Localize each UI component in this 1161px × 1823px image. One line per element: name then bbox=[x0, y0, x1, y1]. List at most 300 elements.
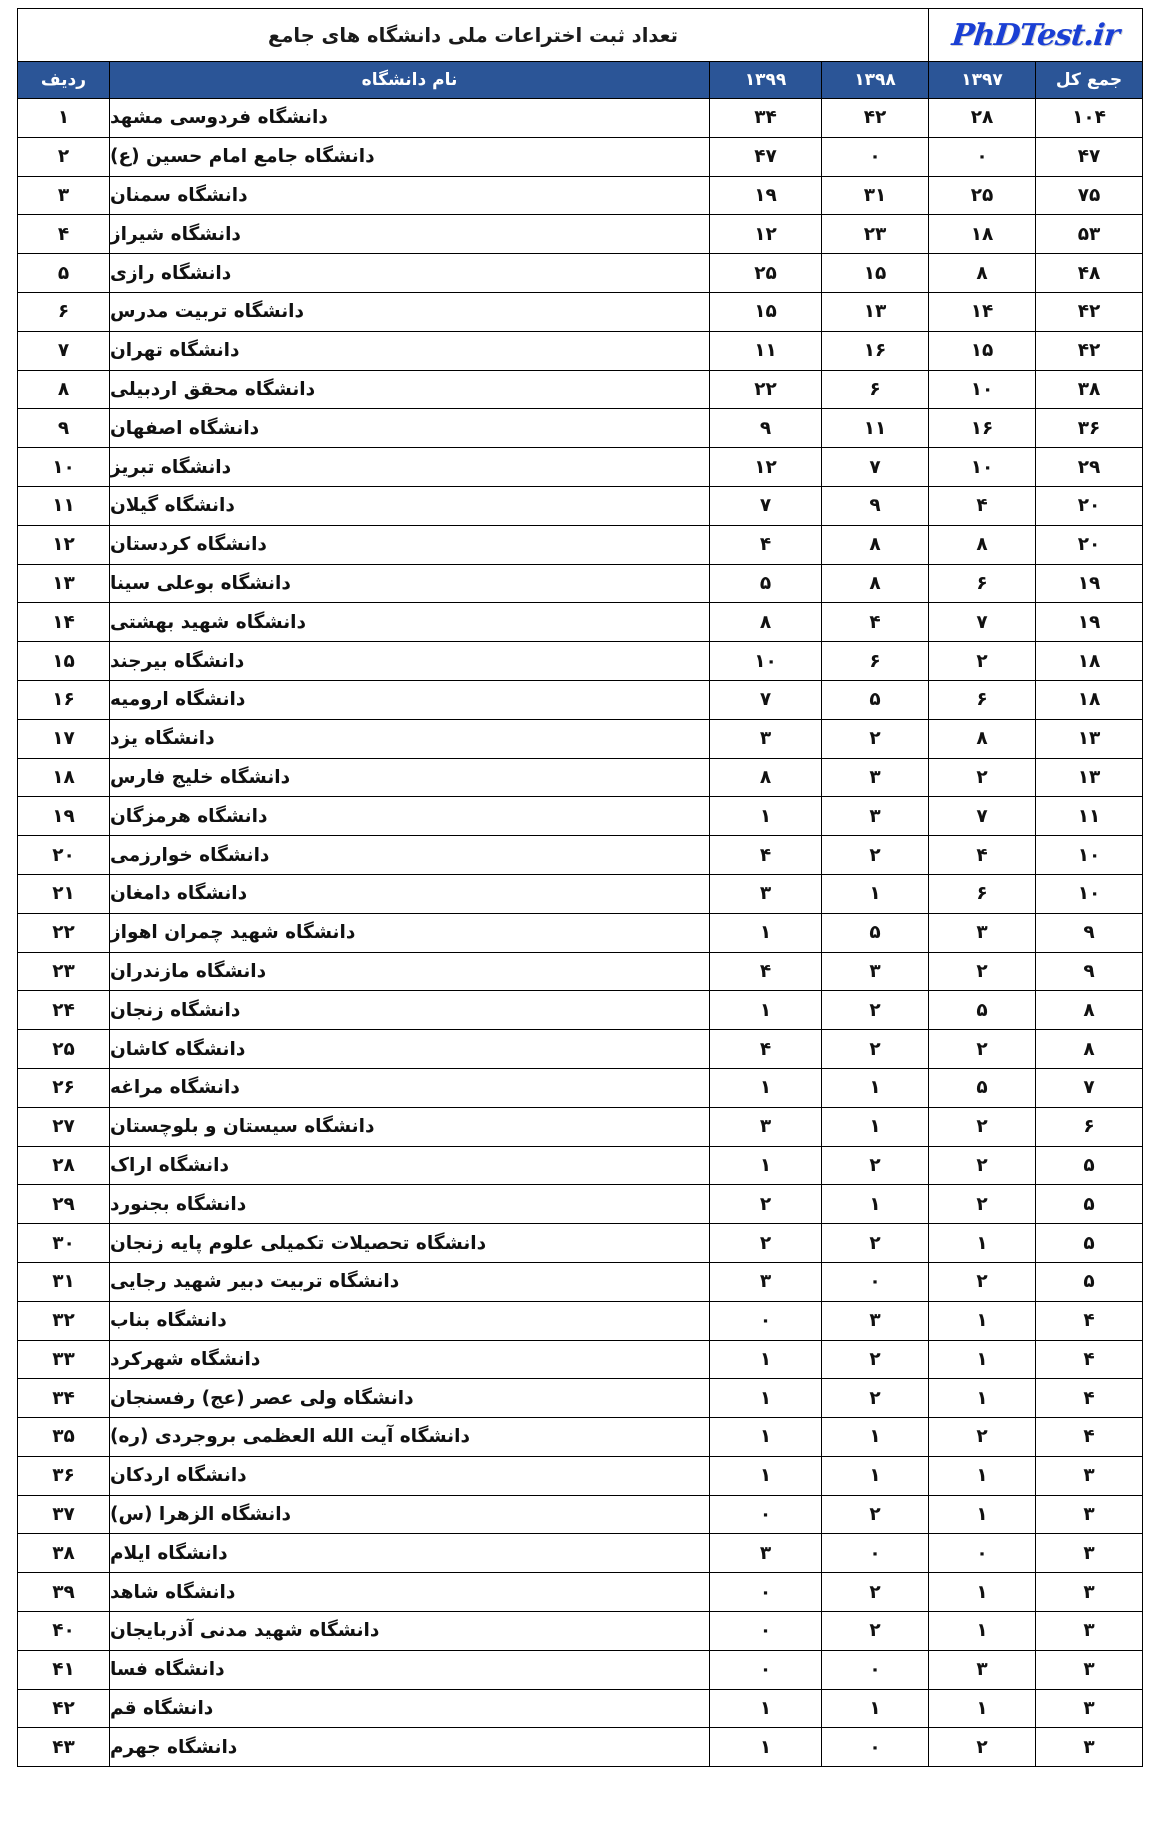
cell-university-name: دانشگاه سمنان bbox=[110, 176, 710, 215]
table-row bbox=[17, 991, 1142, 1030]
table-row bbox=[17, 758, 1142, 797]
cell-1399: ۳ bbox=[710, 1262, 822, 1301]
cell-1397: ۱ bbox=[929, 1495, 1036, 1534]
cell-1399: ۲۵ bbox=[710, 254, 822, 293]
cell-1397: ۴ bbox=[929, 836, 1036, 875]
cell-total: ۲۰ bbox=[1036, 486, 1143, 525]
cell-row-number: ۴ bbox=[17, 215, 109, 254]
cell-university-name: دانشگاه تحصیلات تکمیلی علوم پایه زنجان bbox=[110, 1224, 710, 1263]
table-row bbox=[17, 952, 1142, 991]
cell-row-number: ۲۳ bbox=[17, 952, 109, 991]
table-row bbox=[17, 1340, 1142, 1379]
table-row bbox=[17, 292, 1142, 331]
table-row bbox=[17, 370, 1142, 409]
cell-university-name: دانشگاه قم bbox=[110, 1689, 710, 1728]
cell-total: ۲۰ bbox=[1036, 525, 1143, 564]
cell-1398: ۰ bbox=[822, 137, 929, 176]
cell-1399: ۱ bbox=[710, 1456, 822, 1495]
cell-1397: ۲ bbox=[929, 1418, 1036, 1457]
cell-1398: ۰ bbox=[822, 1262, 929, 1301]
cell-row-number: ۱۱ bbox=[17, 486, 109, 525]
cell-university-name: دانشگاه تربیت مدرس bbox=[110, 292, 710, 331]
cell-1399: ۲ bbox=[710, 1185, 822, 1224]
cell-university-name: دانشگاه شیراز bbox=[110, 215, 710, 254]
cell-row-number: ۳۶ bbox=[17, 1456, 109, 1495]
table-head bbox=[17, 9, 1142, 99]
cell-university-name: دانشگاه گیلان bbox=[110, 486, 710, 525]
cell-total: ۳ bbox=[1036, 1495, 1143, 1534]
cell-1398: ۵ bbox=[822, 680, 929, 719]
cell-1398: ۰ bbox=[822, 1650, 929, 1689]
cell-1397: ۲ bbox=[929, 1030, 1036, 1069]
cell-row-number: ۸ bbox=[17, 370, 109, 409]
cell-1398: ۳ bbox=[822, 797, 929, 836]
cell-row-number: ۲ bbox=[17, 137, 109, 176]
table-row bbox=[17, 913, 1142, 952]
cell-row-number: ۳۱ bbox=[17, 1262, 109, 1301]
table-row bbox=[17, 1030, 1142, 1069]
table-row bbox=[17, 99, 1142, 138]
cell-total: ۴ bbox=[1036, 1340, 1143, 1379]
cell-university-name: دانشگاه شهید چمران اهواز bbox=[110, 913, 710, 952]
cell-1397: ۸ bbox=[929, 525, 1036, 564]
cell-total: ۵ bbox=[1036, 1146, 1143, 1185]
cell-total: ۷۵ bbox=[1036, 176, 1143, 215]
cell-row-number: ۳۸ bbox=[17, 1534, 109, 1573]
cell-university-name: دانشگاه تبریز bbox=[110, 448, 710, 487]
table-row bbox=[17, 137, 1142, 176]
cell-1398: ۲ bbox=[822, 1495, 929, 1534]
cell-total: ۱۸ bbox=[1036, 642, 1143, 681]
cell-1398: ۲ bbox=[822, 836, 929, 875]
cell-1398: ۱ bbox=[822, 1418, 929, 1457]
cell-1398: ۲ bbox=[822, 1224, 929, 1263]
cell-row-number: ۲۱ bbox=[17, 874, 109, 913]
cell-1399: ۱ bbox=[710, 1728, 822, 1767]
cell-row-number: ۳ bbox=[17, 176, 109, 215]
cell-1399: ۰ bbox=[710, 1495, 822, 1534]
cell-total: ۷ bbox=[1036, 1068, 1143, 1107]
cell-total: ۴۷ bbox=[1036, 137, 1143, 176]
cell-total: ۳ bbox=[1036, 1728, 1143, 1767]
cell-university-name: دانشگاه فردوسی مشهد bbox=[110, 99, 710, 138]
cell-1397: ۶ bbox=[929, 874, 1036, 913]
table-row bbox=[17, 1728, 1142, 1767]
cell-1398: ۸ bbox=[822, 564, 929, 603]
cell-1397: ۴ bbox=[929, 486, 1036, 525]
title-row bbox=[17, 9, 1142, 62]
cell-1397: ۲ bbox=[929, 1185, 1036, 1224]
cell-university-name: دانشگاه اراک bbox=[110, 1146, 710, 1185]
cell-1399: ۳ bbox=[710, 874, 822, 913]
cell-1399: ۱ bbox=[710, 1340, 822, 1379]
cell-1399: ۱۰ bbox=[710, 642, 822, 681]
cell-total: ۵ bbox=[1036, 1262, 1143, 1301]
brand-logo-cell[interactable] bbox=[929, 9, 1143, 62]
table-row bbox=[17, 1262, 1142, 1301]
cell-row-number: ۱۰ bbox=[17, 448, 109, 487]
cell-1399: ۱ bbox=[710, 1146, 822, 1185]
cell-total: ۳ bbox=[1036, 1689, 1143, 1728]
cell-1397: ۱۰ bbox=[929, 370, 1036, 409]
cell-1397: ۱ bbox=[929, 1224, 1036, 1263]
table-row bbox=[17, 1224, 1142, 1263]
column-header-total[interactable]: جمع کل bbox=[1036, 62, 1143, 99]
table-row bbox=[17, 680, 1142, 719]
cell-1397: ۱۸ bbox=[929, 215, 1036, 254]
cell-university-name: دانشگاه جهرم bbox=[110, 1728, 710, 1767]
cell-1399: ۱ bbox=[710, 991, 822, 1030]
cell-1397: ۱ bbox=[929, 1379, 1036, 1418]
cell-1399: ۱ bbox=[710, 1379, 822, 1418]
cell-1397: ۲ bbox=[929, 758, 1036, 797]
cell-university-name: دانشگاه مازندران bbox=[110, 952, 710, 991]
table-body bbox=[17, 99, 1142, 1767]
cell-row-number: ۳۴ bbox=[17, 1379, 109, 1418]
table-row bbox=[17, 1689, 1142, 1728]
cell-row-number: ۷ bbox=[17, 331, 109, 370]
cell-1397: ۱ bbox=[929, 1301, 1036, 1340]
cell-1397: ۱ bbox=[929, 1689, 1036, 1728]
cell-total: ۴۸ bbox=[1036, 254, 1143, 293]
cell-total: ۴۲ bbox=[1036, 331, 1143, 370]
cell-university-name: دانشگاه ولی عصر (عج) رفسنجان bbox=[110, 1379, 710, 1418]
cell-1399: ۴۷ bbox=[710, 137, 822, 176]
cell-row-number: ۲۸ bbox=[17, 1146, 109, 1185]
cell-1397: ۶ bbox=[929, 680, 1036, 719]
cell-total: ۱۳ bbox=[1036, 758, 1143, 797]
cell-total: ۳ bbox=[1036, 1534, 1143, 1573]
cell-1398: ۷ bbox=[822, 448, 929, 487]
cell-university-name: دانشگاه بوعلی سینا bbox=[110, 564, 710, 603]
cell-1397: ۸ bbox=[929, 254, 1036, 293]
cell-1397: ۰ bbox=[929, 137, 1036, 176]
cell-university-name: دانشگاه فسا bbox=[110, 1650, 710, 1689]
cell-1399: ۳ bbox=[710, 1107, 822, 1146]
cell-total: ۶ bbox=[1036, 1107, 1143, 1146]
phdtest-logo[interactable]: PhDTest.ir bbox=[950, 17, 1121, 53]
table-row bbox=[17, 1107, 1142, 1146]
cell-row-number: ۲۴ bbox=[17, 991, 109, 1030]
cell-row-number: ۶ bbox=[17, 292, 109, 331]
cell-1397: ۱۰ bbox=[929, 448, 1036, 487]
cell-1398: ۴ bbox=[822, 603, 929, 642]
cell-total: ۹ bbox=[1036, 913, 1143, 952]
cell-1399: ۷ bbox=[710, 680, 822, 719]
cell-1398: ۰ bbox=[822, 1534, 929, 1573]
table-row bbox=[17, 1418, 1142, 1457]
column-header-1397[interactable]: ۱۳۹۷ bbox=[929, 62, 1036, 99]
cell-1397: ۲ bbox=[929, 1262, 1036, 1301]
cell-1399: ۴ bbox=[710, 1030, 822, 1069]
cell-row-number: ۵ bbox=[17, 254, 109, 293]
cell-total: ۴ bbox=[1036, 1301, 1143, 1340]
cell-row-number: ۱۸ bbox=[17, 758, 109, 797]
cell-row-number: ۴۲ bbox=[17, 1689, 109, 1728]
cell-1398: ۱۱ bbox=[822, 409, 929, 448]
cell-university-name: دانشگاه کاشان bbox=[110, 1030, 710, 1069]
cell-total: ۳۶ bbox=[1036, 409, 1143, 448]
cell-1399: ۰ bbox=[710, 1612, 822, 1651]
cell-1399: ۱ bbox=[710, 1418, 822, 1457]
cell-university-name: دانشگاه الزهرا (س) bbox=[110, 1495, 710, 1534]
table-row bbox=[17, 1495, 1142, 1534]
cell-1399: ۸ bbox=[710, 603, 822, 642]
cell-total: ۱۰ bbox=[1036, 836, 1143, 875]
column-header-row bbox=[17, 62, 1142, 99]
cell-row-number: ۴۳ bbox=[17, 1728, 109, 1767]
cell-1397: ۱۴ bbox=[929, 292, 1036, 331]
table-row bbox=[17, 525, 1142, 564]
cell-1398: ۳۱ bbox=[822, 176, 929, 215]
cell-total: ۱۱ bbox=[1036, 797, 1143, 836]
cell-1397: ۲۵ bbox=[929, 176, 1036, 215]
cell-row-number: ۱۳ bbox=[17, 564, 109, 603]
cell-1398: ۲ bbox=[822, 719, 929, 758]
cell-1397: ۲۸ bbox=[929, 99, 1036, 138]
page-title: تعداد ثبت اختراعات ملی دانشگاه های جامع bbox=[17, 9, 928, 62]
cell-university-name: دانشگاه تربیت دبیر شهید رجایی bbox=[110, 1262, 710, 1301]
cell-row-number: ۱۲ bbox=[17, 525, 109, 564]
cell-1399: ۷ bbox=[710, 486, 822, 525]
cell-1399: ۴ bbox=[710, 525, 822, 564]
cell-1398: ۲ bbox=[822, 1030, 929, 1069]
cell-total: ۱۹ bbox=[1036, 603, 1143, 642]
cell-total: ۹ bbox=[1036, 952, 1143, 991]
cell-1399: ۰ bbox=[710, 1573, 822, 1612]
cell-row-number: ۳۲ bbox=[17, 1301, 109, 1340]
table-row bbox=[17, 1068, 1142, 1107]
cell-1397: ۷ bbox=[929, 603, 1036, 642]
cell-1398: ۸ bbox=[822, 525, 929, 564]
cell-1398: ۱۵ bbox=[822, 254, 929, 293]
cell-1398: ۳ bbox=[822, 758, 929, 797]
cell-row-number: ۱۴ bbox=[17, 603, 109, 642]
cell-row-number: ۱۶ bbox=[17, 680, 109, 719]
cell-1398: ۱۳ bbox=[822, 292, 929, 331]
cell-total: ۳ bbox=[1036, 1456, 1143, 1495]
cell-1398: ۰ bbox=[822, 1728, 929, 1767]
cell-1399: ۴ bbox=[710, 952, 822, 991]
cell-university-name: دانشگاه شهید بهشتی bbox=[110, 603, 710, 642]
cell-university-name: دانشگاه شهرکرد bbox=[110, 1340, 710, 1379]
cell-1399: ۰ bbox=[710, 1301, 822, 1340]
table-row bbox=[17, 409, 1142, 448]
cell-1399: ۳ bbox=[710, 719, 822, 758]
cell-1397: ۲ bbox=[929, 642, 1036, 681]
cell-row-number: ۴۱ bbox=[17, 1650, 109, 1689]
cell-total: ۸ bbox=[1036, 991, 1143, 1030]
cell-1399: ۸ bbox=[710, 758, 822, 797]
cell-1398: ۲ bbox=[822, 991, 929, 1030]
cell-row-number: ۹ bbox=[17, 409, 109, 448]
cell-total: ۳ bbox=[1036, 1650, 1143, 1689]
cell-row-number: ۴۰ bbox=[17, 1612, 109, 1651]
cell-1398: ۹ bbox=[822, 486, 929, 525]
cell-1397: ۷ bbox=[929, 797, 1036, 836]
table-row bbox=[17, 719, 1142, 758]
cell-1399: ۲۲ bbox=[710, 370, 822, 409]
cell-row-number: ۳۳ bbox=[17, 1340, 109, 1379]
table-row bbox=[17, 1185, 1142, 1224]
cell-1399: ۴ bbox=[710, 836, 822, 875]
cell-university-name: دانشگاه تهران bbox=[110, 331, 710, 370]
table-row bbox=[17, 642, 1142, 681]
table-row bbox=[17, 254, 1142, 293]
cell-row-number: ۱ bbox=[17, 99, 109, 138]
cell-row-number: ۲۰ bbox=[17, 836, 109, 875]
cell-1398: ۱ bbox=[822, 1185, 929, 1224]
table-row bbox=[17, 797, 1142, 836]
cell-university-name: دانشگاه آیت الله العظمی بروجردی (ره) bbox=[110, 1418, 710, 1457]
cell-university-name: دانشگاه بناب bbox=[110, 1301, 710, 1340]
cell-university-name: دانشگاه رازی bbox=[110, 254, 710, 293]
cell-1397: ۲ bbox=[929, 1728, 1036, 1767]
cell-university-name: دانشگاه مراغه bbox=[110, 1068, 710, 1107]
cell-row-number: ۳۹ bbox=[17, 1573, 109, 1612]
cell-1398: ۱ bbox=[822, 1107, 929, 1146]
cell-university-name: دانشگاه ارومیه bbox=[110, 680, 710, 719]
cell-1399: ۳ bbox=[710, 1534, 822, 1573]
cell-1399: ۱۱ bbox=[710, 331, 822, 370]
cell-university-name: دانشگاه هرمزگان bbox=[110, 797, 710, 836]
cell-row-number: ۲۹ bbox=[17, 1185, 109, 1224]
column-header-1399[interactable]: ۱۳۹۹ bbox=[710, 62, 822, 99]
cell-university-name: دانشگاه سیستان و بلوچستان bbox=[110, 1107, 710, 1146]
table-row bbox=[17, 331, 1142, 370]
cell-1397: ۶ bbox=[929, 564, 1036, 603]
cell-1397: ۱ bbox=[929, 1340, 1036, 1379]
cell-1398: ۱ bbox=[822, 1456, 929, 1495]
cell-university-name: دانشگاه بجنورد bbox=[110, 1185, 710, 1224]
cell-1399: ۱ bbox=[710, 1068, 822, 1107]
cell-university-name: دانشگاه محقق اردبیلی bbox=[110, 370, 710, 409]
table-row bbox=[17, 215, 1142, 254]
cell-1398: ۵ bbox=[822, 913, 929, 952]
cell-total: ۳ bbox=[1036, 1573, 1143, 1612]
cell-1399: ۱ bbox=[710, 1689, 822, 1728]
cell-1398: ۲ bbox=[822, 1379, 929, 1418]
cell-total: ۸ bbox=[1036, 1030, 1143, 1069]
cell-university-name: دانشگاه زنجان bbox=[110, 991, 710, 1030]
table-row bbox=[17, 603, 1142, 642]
cell-row-number: ۳۵ bbox=[17, 1418, 109, 1457]
cell-total: ۳ bbox=[1036, 1612, 1143, 1651]
cell-1399: ۵ bbox=[710, 564, 822, 603]
cell-university-name: دانشگاه خوارزمی bbox=[110, 836, 710, 875]
cell-1397: ۵ bbox=[929, 1068, 1036, 1107]
table-row bbox=[17, 1301, 1142, 1340]
cell-university-name: دانشگاه شهید مدنی آذربایجان bbox=[110, 1612, 710, 1651]
cell-1397: ۵ bbox=[929, 991, 1036, 1030]
cell-1399: ۲ bbox=[710, 1224, 822, 1263]
column-header-1398[interactable]: ۱۳۹۸ bbox=[822, 62, 929, 99]
cell-1397: ۱ bbox=[929, 1573, 1036, 1612]
cell-1397: ۰ bbox=[929, 1534, 1036, 1573]
cell-total: ۵ bbox=[1036, 1224, 1143, 1263]
cell-1398: ۱ bbox=[822, 1689, 929, 1728]
cell-row-number: ۳۷ bbox=[17, 1495, 109, 1534]
cell-total: ۱۹ bbox=[1036, 564, 1143, 603]
patents-table bbox=[17, 8, 1143, 1767]
cell-1398: ۱۶ bbox=[822, 331, 929, 370]
table-row bbox=[17, 448, 1142, 487]
table-row bbox=[17, 486, 1142, 525]
cell-row-number: ۲۵ bbox=[17, 1030, 109, 1069]
cell-university-name: دانشگاه یزد bbox=[110, 719, 710, 758]
cell-total: ۱۳ bbox=[1036, 719, 1143, 758]
cell-1397: ۳ bbox=[929, 1650, 1036, 1689]
cell-total: ۲۹ bbox=[1036, 448, 1143, 487]
cell-1399: ۳۴ bbox=[710, 99, 822, 138]
cell-university-name: دانشگاه کردستان bbox=[110, 525, 710, 564]
cell-university-name: دانشگاه دامغان bbox=[110, 874, 710, 913]
cell-total: ۴ bbox=[1036, 1418, 1143, 1457]
cell-1399: ۱۲ bbox=[710, 215, 822, 254]
table-row bbox=[17, 1650, 1142, 1689]
cell-1398: ۶ bbox=[822, 370, 929, 409]
cell-1397: ۲ bbox=[929, 1146, 1036, 1185]
cell-university-name: دانشگاه اردکان bbox=[110, 1456, 710, 1495]
cell-university-name: دانشگاه اصفهان bbox=[110, 409, 710, 448]
cell-1398: ۲۳ bbox=[822, 215, 929, 254]
cell-1397: ۸ bbox=[929, 719, 1036, 758]
table-row bbox=[17, 874, 1142, 913]
cell-1399: ۱۲ bbox=[710, 448, 822, 487]
cell-row-number: ۱۷ bbox=[17, 719, 109, 758]
cell-1398: ۱ bbox=[822, 1068, 929, 1107]
table-row bbox=[17, 1612, 1142, 1651]
cell-1399: ۰ bbox=[710, 1650, 822, 1689]
cell-row-number: ۱۹ bbox=[17, 797, 109, 836]
table-row bbox=[17, 564, 1142, 603]
cell-1399: ۱ bbox=[710, 797, 822, 836]
cell-row-number: ۲۲ bbox=[17, 913, 109, 952]
table-row bbox=[17, 1456, 1142, 1495]
cell-row-number: ۲۷ bbox=[17, 1107, 109, 1146]
cell-1399: ۱۵ bbox=[710, 292, 822, 331]
cell-total: ۱۸ bbox=[1036, 680, 1143, 719]
cell-university-name: دانشگاه جامع امام حسین (ع) bbox=[110, 137, 710, 176]
column-header-row-number[interactable]: ردیف bbox=[17, 62, 109, 99]
cell-1398: ۲ bbox=[822, 1612, 929, 1651]
cell-1397: ۱ bbox=[929, 1612, 1036, 1651]
cell-row-number: ۲۶ bbox=[17, 1068, 109, 1107]
cell-row-number: ۳۰ bbox=[17, 1224, 109, 1263]
cell-total: ۴۲ bbox=[1036, 292, 1143, 331]
cell-row-number: ۱۵ bbox=[17, 642, 109, 681]
cell-1398: ۶ bbox=[822, 642, 929, 681]
cell-total: ۱۰۴ bbox=[1036, 99, 1143, 138]
cell-1399: ۱۹ bbox=[710, 176, 822, 215]
cell-1398: ۱ bbox=[822, 874, 929, 913]
cell-1397: ۱ bbox=[929, 1456, 1036, 1495]
cell-university-name: دانشگاه خلیج فارس bbox=[110, 758, 710, 797]
table-row bbox=[17, 1379, 1142, 1418]
cell-1398: ۴۲ bbox=[822, 99, 929, 138]
cell-1398: ۳ bbox=[822, 952, 929, 991]
cell-total: ۵ bbox=[1036, 1185, 1143, 1224]
cell-university-name: دانشگاه شاهد bbox=[110, 1573, 710, 1612]
cell-total: ۴ bbox=[1036, 1379, 1143, 1418]
cell-1398: ۲ bbox=[822, 1340, 929, 1379]
cell-1397: ۳ bbox=[929, 913, 1036, 952]
table-row bbox=[17, 1146, 1142, 1185]
cell-1398: ۳ bbox=[822, 1301, 929, 1340]
column-header-university-name[interactable]: نام دانشگاه bbox=[110, 62, 710, 99]
cell-1399: ۱ bbox=[710, 913, 822, 952]
table-row bbox=[17, 1534, 1142, 1573]
